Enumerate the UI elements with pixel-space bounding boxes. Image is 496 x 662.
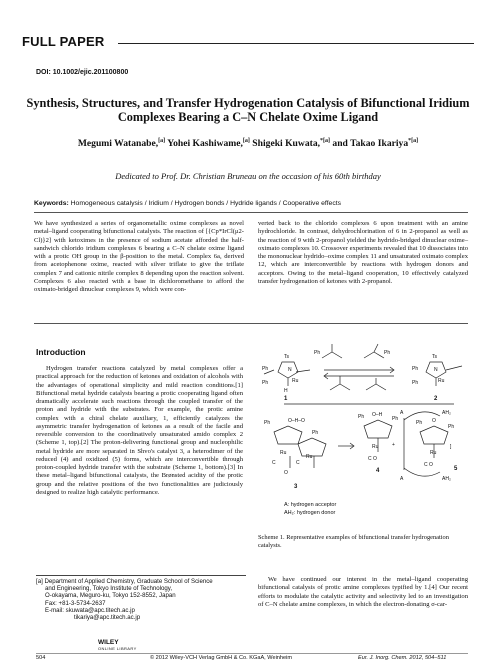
logo-subtext: ONLINE LIBRARY [98,646,137,651]
author-list [20,138,476,149]
keywords-rule [34,212,468,213]
section-label: FULL PAPER [22,34,105,49]
scheme-caption: Scheme 1. Representative examples of bifunctional transfer hydrogenation catalysts. [258,534,449,549]
svg-text:C O: C O [368,456,377,462]
footnote-rule [36,575,246,576]
svg-text:Ph: Ph [392,416,399,422]
author-3-affil: *[a] [320,138,331,144]
svg-text:Ts: Ts [432,354,437,360]
svg-text:O: O [432,418,436,424]
svg-text:C: C [296,460,300,466]
affiliation-line: Fax: +81-3-5734-2637 [45,599,106,607]
svg-text:Ru: Ru [292,378,299,384]
copyright: © 2012 Wiley-VCH Verlag GmbH & Co. KGaA, Weinheim [150,655,293,661]
abstract-left: We have synthesized a series of organometallic oxime complexes as novel metal–ligand cooperating bifunctional catalysts. The reaction of [{Cp*IrCl(μ2-Cl)}2] with ketoximes in the presence of sodium acetate afforded the half-sandwich chlorido iridium complexes 6 bearing a C–N chelate oxime ligand with a protic OH group in the β-position to the metal. Complex 6a, derived from acetophenone oxime, reacted with silver triflate to give the triflate complex 7 and cationic nitrile complex 8 depending upon the reaction solvent. Complexes 6 also reacted with a base in dichloromethane to afford the oximato-bridged dinuclear complexes 9, which were con- [34,220,244,293]
svg-text:Ru: Ru [438,378,445,384]
svg-text:Ru: Ru [280,450,287,456]
intro-heading: Introduction [36,347,86,357]
compound-2-label: 2 [434,396,438,402]
svg-text:A: A [400,476,404,482]
svg-text:C: C [272,460,276,466]
author-1-affil: [a] [158,138,166,144]
compound-5-label: 5 [454,466,458,472]
affiliation-email: tikariya@apc.titech.ac.jp [74,614,141,622]
compound-1-label: 1 [284,396,288,402]
svg-text:Ph: Ph [314,350,321,356]
affiliation-footnote [36,578,248,621]
header-rule [118,43,474,44]
svg-text:N: N [434,367,438,373]
svg-text:Ru: Ru [430,450,437,456]
svg-text:Ru: Ru [372,444,379,450]
svg-text:Ph: Ph [262,380,269,386]
svg-text:O–H–O: O–H–O [288,418,305,424]
abstract-right: verted back to the chlorido complexes 6 upon treatment with an amine hydrochloride. In contrast, dehydrochlorination of 6 in 2-propanol as well as the reaction of 9 with 2-propanol yielded the hydrido-bridged dinuclear oxime–oximato complexes 10. Crossover experiments revealed that 10 dissociates into the mononuclear hydrido–oxime complex 11 and unsaturated oximato complex 12, which are interconvertible by reactions with hydrogen donors and acceptors. Owing to the metal–ligand cooperation, 10 effectively catalyzed transfer hydrogenation of ketones with 2-propanol. [258,220,468,285]
author-4: and Takao Ikariya [330,138,409,150]
right-column-text: We have continued our interest in the metal–ligand cooperating bifunctional catalysis of protic amine complexes typified by 1.[4] Our recent efforts to modulate the catalytic activity and selectivity led to an investigation of C–N chelate amine complexes, in which the electron-donating σ-car- [258,576,468,608]
compound-3-label: 3 [294,484,298,490]
author-4-affil: *[a] [408,138,419,144]
footer-rule [36,653,468,654]
svg-text:Ph: Ph [384,350,391,356]
affiliation-email: E-mail: skuwata@apc.titech.ac.jp [45,606,135,614]
svg-text:Ph: Ph [412,380,419,386]
wiley-logo[interactable] [98,639,137,651]
legend-donor: AH₂: hydrogen donor [284,510,336,516]
svg-text:H: H [284,388,288,394]
svg-text:AH₂: AH₂ [442,476,451,482]
svg-text:A: A [400,410,404,416]
svg-text:AH₂: AH₂ [442,410,451,416]
journal-citation: Eur. J. Inorg. Chem. 2012, 504–511 [358,655,447,661]
affiliation-line: [a] Department of Applied Chemistry, Graduate School of Science [36,578,213,585]
keywords [34,200,468,207]
compound-4-label: 4 [376,468,380,474]
affiliation-line: and Engineering, Tokyo Institute of Technology, [45,585,173,593]
affiliation-line: O-okayama, Meguro-ku, Tokyo 152-8552, Japan [45,592,176,600]
doi[interactable]: DOI: 10.1002/ejic.201100800 [36,69,129,76]
svg-text:Ph: Ph [416,420,423,426]
keywords-text: Homogeneous catalysis / Iridium / Hydrogen bonds / Hydride ligands / Cooperative effects [70,200,342,207]
abstract-rule [34,323,468,324]
author-2: Yohei Kashiwame, [165,138,243,150]
svg-text:Ph: Ph [264,420,271,426]
svg-text:Ts: Ts [284,354,289,360]
svg-text:O–H: O–H [372,412,383,418]
author-1: Megumi Watanabe, [77,138,159,150]
scheme-1-graphic [254,340,474,530]
paper-title: Synthesis, Structures, and Transfer Hydrogenation Catalysis of Bifunctional Iridium Complexes Bearing a C–N Chelate Oxime Ligand [26,96,470,124]
author-3: Shigeki Kuwata, [249,138,321,150]
svg-text:Ph: Ph [312,430,319,436]
legend-acceptor: A: hydrogen acceptor [284,502,337,508]
svg-text:]: ] [450,444,452,450]
svg-text:O: O [284,470,288,476]
logo-text: WILEY [98,639,119,646]
svg-text:C O: C O [424,462,433,468]
author-2-affil: [a] [242,138,250,144]
svg-text:Ph: Ph [412,366,419,372]
intro-text: Hydrogen transfer reactions catalyzed by metal complexes offer a practical approach for the reduction of ketones and oxidation of alcohols with the advantages of operational simplicity and mild reaction conditions.[1] Bifunctional metal hydride catalysts bearing a protic cooperating ligand often dramatically accelerate such reactions through the coupled transfer of the proton and hydride with the substrates. For example, the protic amine complex with a chiral chelate auxiliary, 1, efficiently catalyzes the asymmetric transfer hydrogenation of ketones as a result of the facile and reversible conversion to the coordinatively unsaturated amido complex 2 (Scheme 1, top).[2] The proton-delivering functional group and nucleophilic metal hydride are more separated in Shvo's catalyst 3, a heterodimer of the reduced (4) and oxidized (5) forms, which are interconvertible through proton-coupled hydride transfer with the substrate (Scheme 1, bottom).[3] In these metal–ligand bifunctional catalysts, the Brønsted acidity of the protic group and the relative positions of the two functionalities are judiciously designed to realize high catalytic performance. [36,365,243,496]
svg-text:N: N [288,367,292,373]
page-number: 504 [36,655,46,661]
dedication: Dedicated to Prof. Dr. Christian Bruneau on the occasion of his 60th birthday [115,171,381,181]
svg-text:Ph: Ph [262,366,269,372]
keywords-label: Keywords: [34,200,69,207]
svg-text:Ru: Ru [306,454,313,460]
svg-text:Ph: Ph [448,424,455,430]
svg-text:+: + [392,442,395,448]
svg-text:Ph: Ph [358,414,365,420]
